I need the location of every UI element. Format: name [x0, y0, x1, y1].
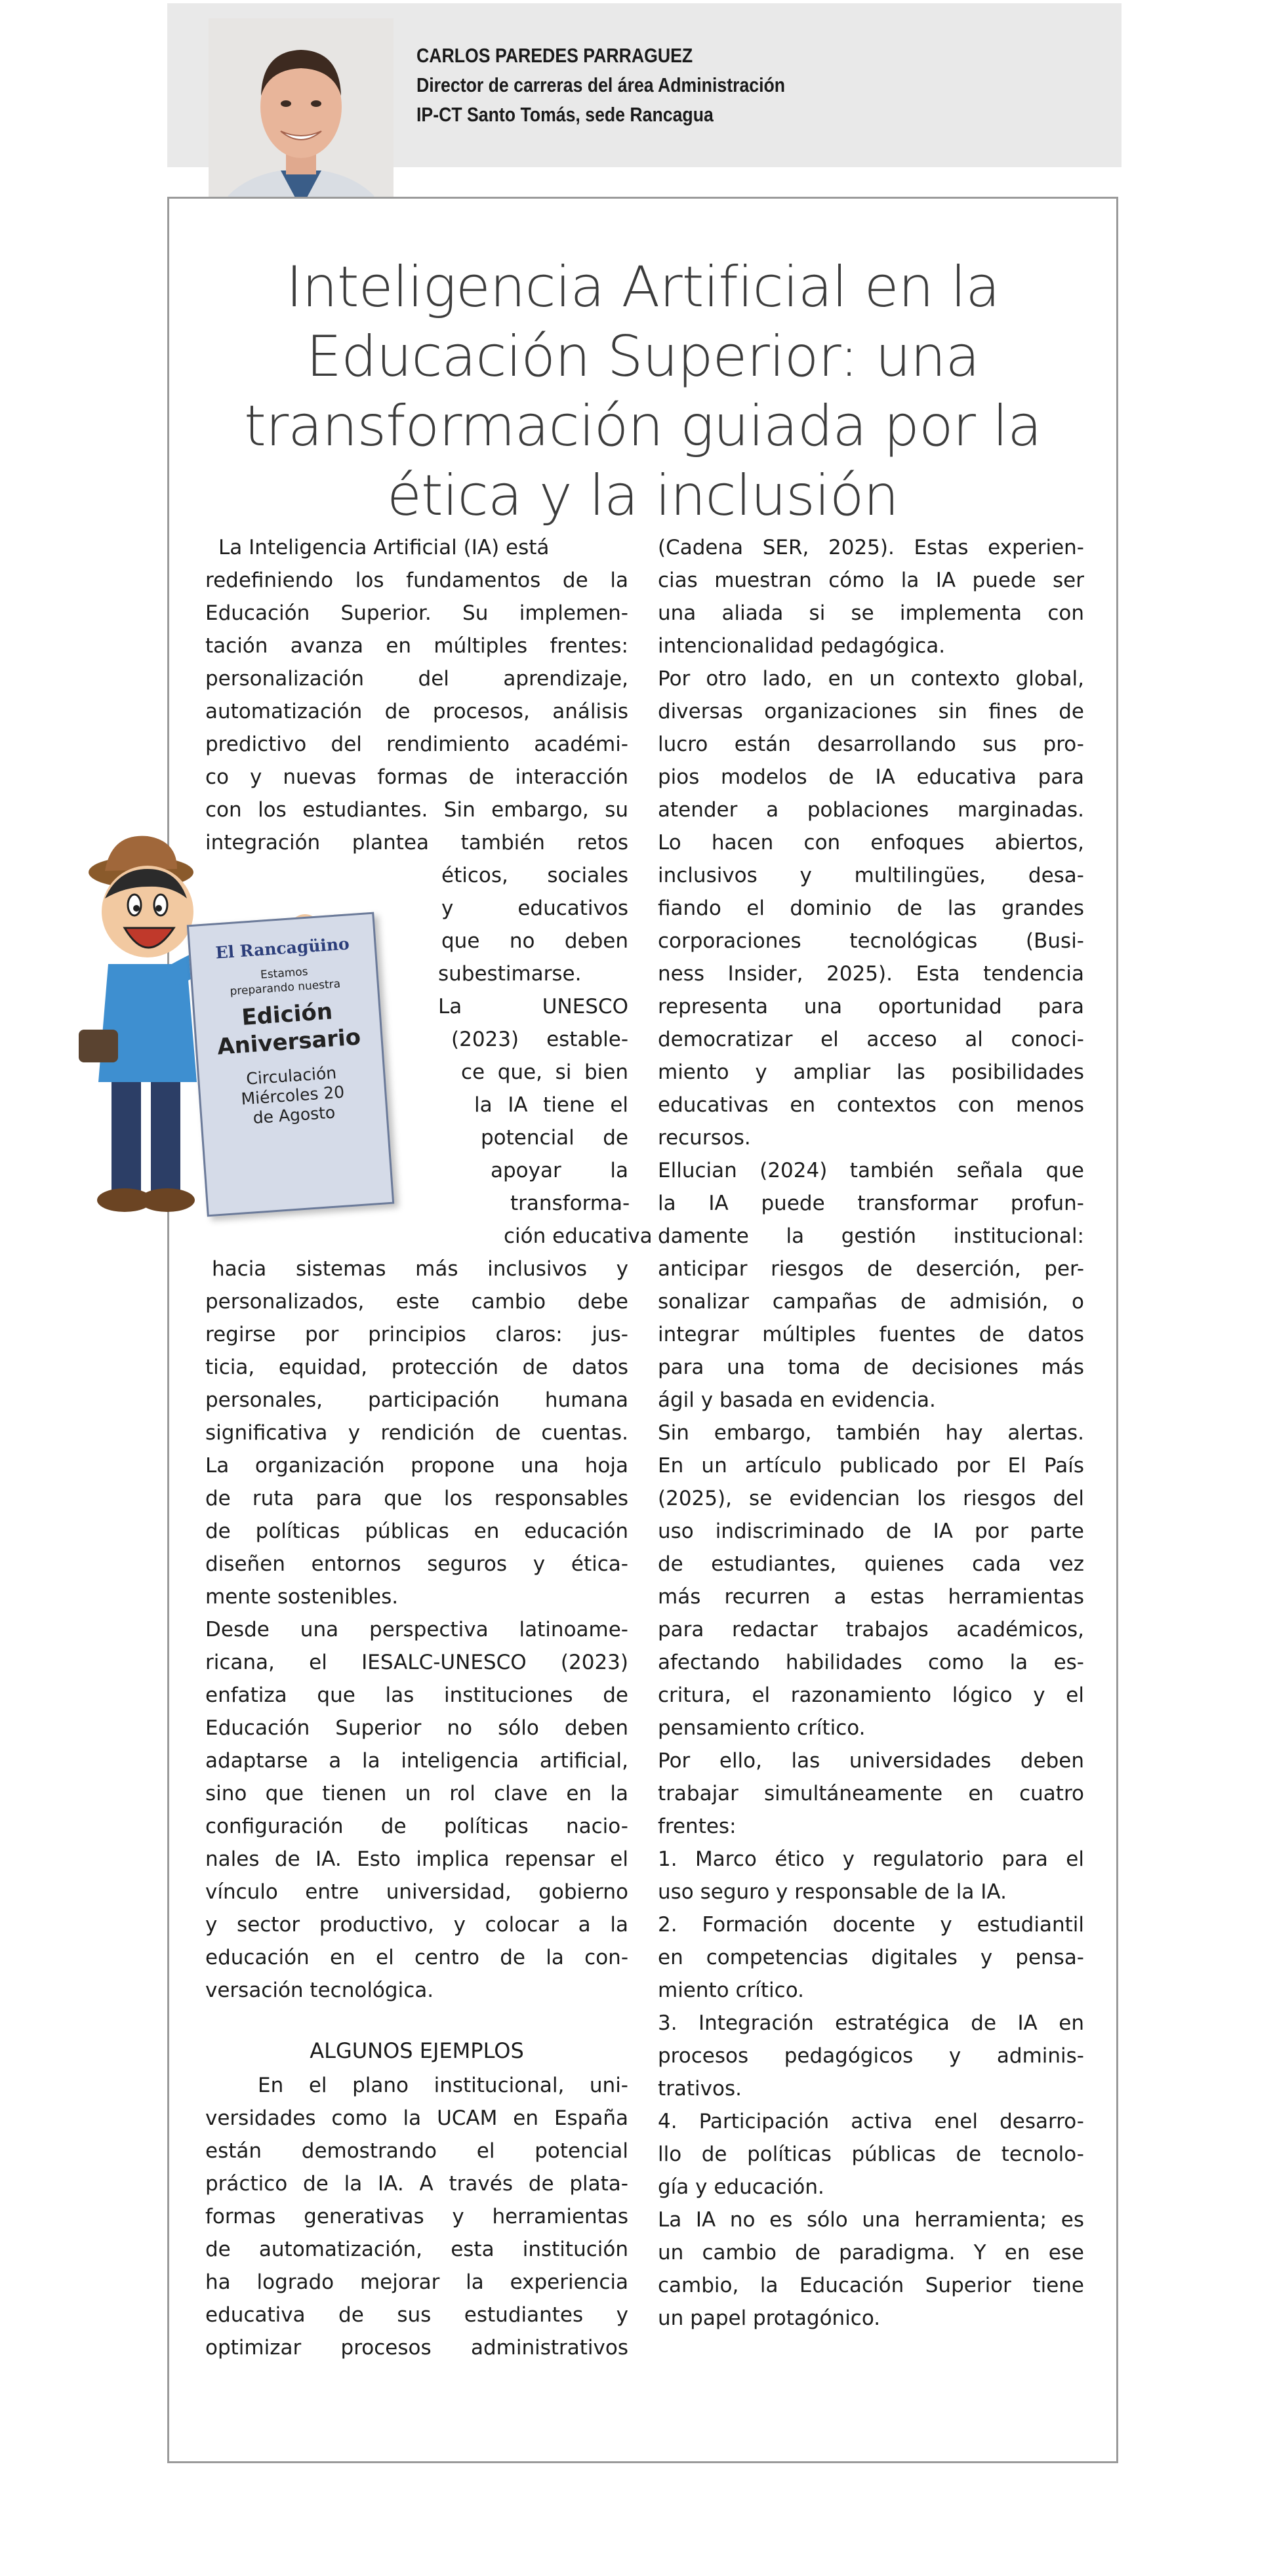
text-line: adaptarse a la inteligencia artificial, — [205, 1749, 628, 1773]
headline-line: ética y la inclusión — [387, 463, 899, 529]
text-line: representa una oportunidad para — [658, 995, 1084, 1018]
text-line: una aliada si se implementa con — [658, 601, 1084, 625]
promo-text: preparando nuestra — [229, 977, 341, 999]
text-line: apoyar la — [491, 1159, 628, 1182]
text-line: optimizar procesos administrativos — [205, 2336, 628, 2360]
headline-line: transformación guiada por la — [244, 393, 1041, 459]
text-line: y sector productivo, y colocar a la — [205, 1913, 628, 1937]
text-line: integración plantea también retos — [205, 831, 628, 855]
text-line: procesos pedagógicos y adminis- — [658, 2044, 1084, 2068]
text-line: En el plano institucional, uni- — [258, 2074, 628, 2097]
text-line: diseñen entornos seguros y ética- — [205, 1552, 628, 1576]
text-line: mente sostenibles. — [205, 1585, 399, 1609]
text-line: pensamiento crítico. — [658, 1716, 866, 1740]
text-line: la IA puede transformar profun- — [658, 1192, 1084, 1215]
text-line: Educación Superior. Su implemen- — [205, 601, 628, 625]
text-line: sino que tienen un rol clave en la — [205, 1782, 628, 1805]
right-column — [658, 531, 1084, 2335]
text-line: educativa de sus estudiantes y — [205, 2303, 628, 2327]
text-line: con los estudiantes. Sin embargo, su — [205, 798, 628, 822]
text-line: La UNESCO — [438, 995, 628, 1018]
promo-date: de Agosto — [252, 1102, 336, 1128]
text-line: automatización de procesos, análisis — [205, 700, 628, 723]
text-line: ce que, si bien — [461, 1060, 628, 1084]
text-line: diversas organizaciones sin fines de — [658, 700, 1084, 723]
text-line: que no deben — [441, 929, 628, 953]
text-line: 1. Marco ético y regulatorio para el — [658, 1847, 1084, 1871]
text-line: más recurren a estas herramientas — [658, 1585, 1084, 1609]
text-line: cias muestran cómo la IA puede ser — [658, 569, 1084, 592]
article-headline — [167, 252, 1118, 531]
text-line: hacia sistemas más inclusivos y — [212, 1257, 628, 1281]
text-line: ción educativa — [504, 1224, 653, 1248]
author-name: CARLOS PAREDES PARRAGUEZ — [416, 44, 693, 67]
text-line: Educación Superior no sólo deben — [205, 1716, 628, 1740]
text-line: éticos, sociales — [441, 864, 628, 887]
text-line: de automatización, esta institución — [205, 2238, 628, 2261]
text-line: atender a poblaciones marginadas. — [658, 798, 1084, 822]
text-line: de ruta para que los responsables — [205, 1487, 628, 1510]
text-line: predictivo del rendimiento académi- — [205, 733, 628, 756]
text-line: democratizar el acceso al conoci- — [658, 1028, 1084, 1051]
text-line: Por ello, las universidades deben — [658, 1749, 1084, 1773]
promo-title: Aniversario — [216, 1024, 362, 1060]
text-line: La organización propone una hoja — [205, 1454, 628, 1478]
text-line: de estudiantes, quienes cada vez — [658, 1552, 1084, 1576]
text-line: lucro están desarrollando sus pro- — [658, 733, 1084, 756]
text-line: integrar múltiples fuentes de datos — [658, 1323, 1084, 1346]
left-column — [205, 531, 653, 2364]
text-line: la IA tiene el — [474, 1093, 628, 1117]
text-line: ness Insider, 2025). Esta tendencia — [658, 962, 1084, 986]
text-line: miento y ampliar las posibilidades — [658, 1060, 1084, 1084]
text-line: subestimarse. — [438, 962, 582, 986]
text-line: ha logrado mejorar la experiencia — [205, 2270, 628, 2294]
text-line: miento crítico. — [658, 1979, 804, 2002]
text-line: personalizados, este cambio debe — [205, 1290, 628, 1314]
text-line: pios modelos de IA educativa para — [658, 765, 1084, 789]
text-line: fiando el dominio de las grandes — [658, 896, 1084, 920]
promo-title: Edición — [241, 998, 334, 1031]
promo-masthead: El Rancagüino — [214, 934, 350, 963]
text-line: uso indiscriminado de IA por parte — [658, 1519, 1084, 1543]
text-line: un papel protagónico. — [658, 2306, 881, 2330]
text-line: de políticas públicas en educación — [205, 1519, 628, 1543]
text-line: afectando habilidades como la es- — [658, 1651, 1084, 1674]
text-line: potencial de — [481, 1126, 628, 1150]
text-line: versación tecnológica. — [205, 1979, 434, 2002]
promo-newspaper-ad — [187, 912, 394, 1217]
promo-text: Estamos — [260, 965, 309, 982]
text-line: redefiniendo los fundamentos de la — [205, 569, 628, 592]
author-byline — [416, 41, 1009, 129]
text-line: vínculo entre universidad, gobierno — [205, 1880, 628, 1904]
text-line: inclusivos y multilingües, desa- — [658, 864, 1084, 887]
text-line: en competencias digitales y pensa- — [658, 1946, 1084, 1969]
text-line: trativos. — [658, 2077, 742, 2101]
text-line: La Inteligencia Artificial (IA) está — [218, 536, 550, 559]
text-line: (2023) estable- — [451, 1028, 628, 1051]
text-line: trabajar simultáneamente en cuatro — [658, 1782, 1084, 1805]
text-line: (Cadena SER, 2025). Estas experien- — [658, 536, 1084, 559]
text-line: transforma- — [510, 1192, 630, 1215]
promo-date: Circulación — [245, 1063, 337, 1089]
text-line: anticipar riesgos de deserción, per- — [658, 1257, 1084, 1281]
text-line: nales de IA. Esto implica repensar el — [205, 1847, 628, 1871]
text-line: Lo hacen con enfoques abiertos, — [658, 831, 1084, 855]
text-line: 2. Formación docente y estudiantil — [658, 1913, 1084, 1937]
text-line: práctico de la IA. A través de plata- — [205, 2172, 628, 2196]
text-line: enfatiza que las instituciones de — [205, 1683, 628, 1707]
text-line: tación avanza en múltiples frentes: — [205, 634, 628, 658]
text-line: 4. Participación activa enel desarro- — [658, 2110, 1084, 2133]
text-line: llo de políticas públicas de tecnolo- — [658, 2143, 1084, 2166]
text-line: ticia, equidad, protección de datos — [205, 1356, 628, 1379]
text-line: configuración de políticas nacio- — [205, 1815, 628, 1838]
promo-date: Miércoles 20 — [240, 1082, 346, 1109]
text-line: regirse por principios claros: jus- — [205, 1323, 628, 1346]
text-line: y educativos — [441, 896, 628, 920]
text-line: versidades como la UCAM en España — [205, 2106, 628, 2130]
text-line: sonalizar campañas de admisión, o — [658, 1290, 1084, 1314]
text-line: (2025), se evidencian los riesgos del — [658, 1487, 1084, 1510]
text-line: Sin embargo, también hay alertas. — [658, 1421, 1084, 1445]
headline-line: Educación Superior: una — [306, 324, 980, 390]
author-institution: IP-CT Santo Tomás, sede Rancagua — [416, 103, 714, 126]
text-line: La IA no es sólo una herramienta; es — [658, 2208, 1084, 2232]
text-line: educativas en contextos con menos — [658, 1093, 1084, 1117]
text-line: para redactar trabajos académicos, — [658, 1618, 1084, 1641]
text-line: 3. Integración estratégica de IA en — [658, 2011, 1084, 2035]
text-line: uso seguro y responsable de la IA. — [658, 1880, 1007, 1904]
text-line: formas generativas y herramientas — [205, 2205, 628, 2228]
author-role: Director de carreras del área Administración — [416, 73, 786, 96]
text-line: personales, participación humana — [205, 1388, 628, 1412]
text-line: ágil y basada en evidencia. — [658, 1388, 936, 1412]
text-line: personalización del aprendizaje, — [205, 667, 628, 691]
text-line: gía y educación. — [658, 2175, 824, 2199]
text-line: frentes: — [658, 1815, 737, 1838]
text-line: educación en el centro de la con- — [205, 1946, 628, 1969]
text-line: Ellucian (2024) también señala que — [658, 1159, 1084, 1182]
author-photo — [209, 18, 394, 227]
text-line: cambio, la Educación Superior tiene — [658, 2274, 1084, 2297]
text-line: intencionalidad pedagógica. — [658, 634, 946, 658]
text-line: ricana, el IESALC-UNESCO (2023) — [205, 1651, 628, 1674]
text-line: Desde una perspectiva latinoame- — [205, 1618, 628, 1641]
text-line: En un artículo publicado por El País — [658, 1454, 1084, 1478]
text-line: un cambio de paradigma. Y en ese — [658, 2241, 1084, 2264]
section-subheading: ALGUNOS EJEMPLOS — [310, 2038, 524, 2063]
text-line: critura, el razonamiento lógico y el — [658, 1683, 1084, 1707]
text-line: recursos. — [658, 1126, 751, 1150]
text-line: co y nuevas formas de interacción — [205, 765, 628, 789]
text-line: damente la gestión institucional: — [658, 1224, 1084, 1248]
text-line: corporaciones tecnológicas (Busi- — [658, 929, 1084, 953]
text-line: para una toma de decisiones más — [658, 1356, 1084, 1379]
text-line: Por otro lado, en un contexto global, — [658, 667, 1084, 691]
text-line: están demostrando el potencial — [205, 2139, 628, 2163]
headline-line: Inteligencia Artificial en la — [286, 254, 1000, 320]
text-line: significativa y rendición de cuentas. — [205, 1421, 628, 1445]
